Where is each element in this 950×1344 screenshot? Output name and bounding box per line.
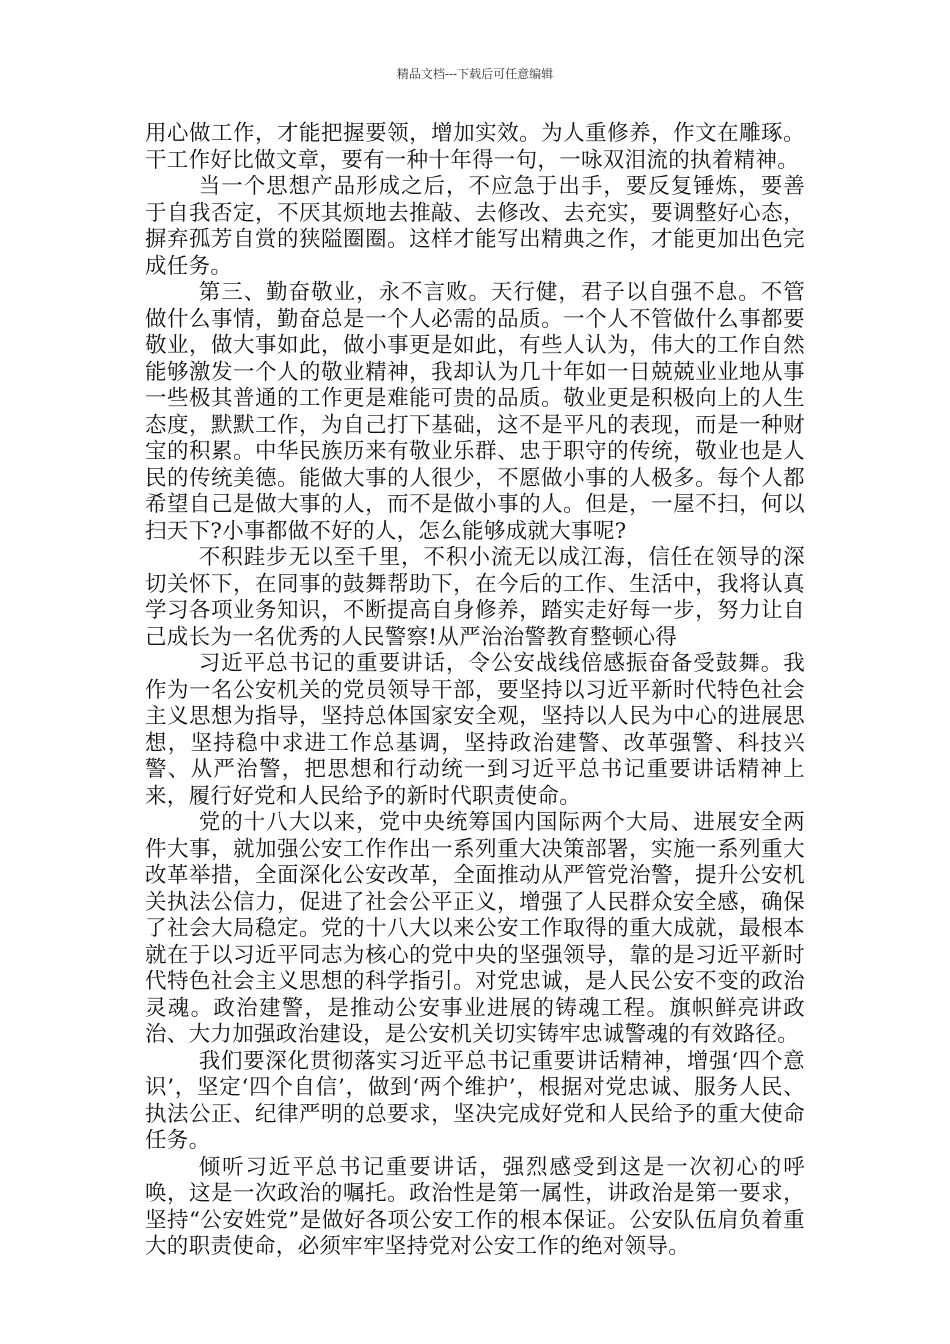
paragraph: 倾听习近平总书记重要讲话，强烈感受到这是一次初心的呼唤，这是一次政治的嘱托。政治性是第一属性，讲政治是第一要求，坚持“公安姓党”是做好各项公安工作的根本保证。公安队伍肩负着重大的职责使命，必须牢牢坚持党对公安工作的绝对领导。: [145, 1154, 805, 1259]
paragraph: 不积跬步无以至千里，不积小流无以成江海，信任在领导的深切关怀下，在同事的鼓舞帮助下，在今后的工作、生活中，我将认真学习各项业务知识，不断提高自身修养，踏实走好每一步，努力让自己成长为一名优秀的人民警察!从严治治警教育整顿心得: [145, 545, 805, 650]
paragraph: 习近平总书记的重要讲话，令公安战线倍感振奋备受鼓舞。我作为一名公安机关的党员领导干部，要坚持以习近平新时代特色社会主义思想为指导，坚持总体国家安全观，坚持以人民为中心的进展思想，坚持稳中求进工作总基调，坚持政治建警、改革强警、科技兴警、从严治警，把思想和行动统一到习近平总书记重要讲话精神上来，履行好党和人民给予的新时代职责使命。: [145, 651, 805, 809]
paragraph: 党的十八大以来，党中央统筹国内国际两个大局、进展安全两件大事，就加强公安工作作出一系列重大决策部署，实施一系列重大改革举措，全面深化公安改革，全面推动从严管党治警，提升公安机关执法公信力，促进了社会公平正义，增强了人民群众安全感，确保了社会大局稳定。党的十八大以来公安工作取得的重大成就，最根本就在于以习近平同志为核心的党中央的坚强领导，靠的是习近平新时代特色社会主义思想的科学指引。对党忠诚，是人民公安不变的政治灵魂。政治建警，是推动公安事业进展的铸魂工程。旗帜鲜亮讲政治、大力加强政治建设，是公安机关切实铸牢忠诚警魂的有效路径。: [145, 810, 805, 1047]
paragraph: 我们要深化贯彻落实习近平总书记重要讲话精神，增强‘四个意识’，坚定‘四个自信’，做到‘两个维护’，根据对党忠诚、服务人民、执法公正、纪律严明的总要求，坚决完成好党和人民给予的重大使命任务。: [145, 1048, 805, 1153]
document-body: [145, 121, 805, 1261]
paragraph: 用心做工作，才能把握要领，增加实效。为人重修养，作文在雕琢。干工作好比做文章，要有一种十年得一句，一咏双泪流的执着精神。: [145, 121, 805, 173]
paragraph: 第三、勤奋敬业，永不言败。天行健，君子以自强不息。不管做什么事情，勤奋总是一个人必需的品质。一个人不管做什么事都要敬业，做大事如此，做小事更是如此，有些人认为，伟大的工作自然能够激发一个人的敬业精神，我却认为几十年如一日兢兢业业地从事一些极其普通的工作更是难能可贵的品质。敬业更是积极向上的人生态度，默默工作，为自己打下基础，这不是平凡的表现，而是一种财宝的积累。中华民族历来有敬业乐群、忠于职守的传统，敬业也是人民的传统美德。能做大事的人很少，不愿做小事的人极多。每个人都希望自己是做大事的人，而不是做小事的人。但是，一屋不扫，何以扫天下?小事都做不好的人，怎么能够成就大事呢?: [145, 280, 805, 544]
paragraph: 当一个思想产品形成之后，不应急于出手，要反复锤炼，要善于自我否定，不厌其烦地去推敲、去修改、去充实，要调整好心态，摒弃孤芳自赏的狭隘圈圈。这样才能写出精典之作，才能更加出色完成任务。: [145, 174, 805, 279]
page-header: 精品文档---下载后可任意编辑: [396, 67, 554, 81]
